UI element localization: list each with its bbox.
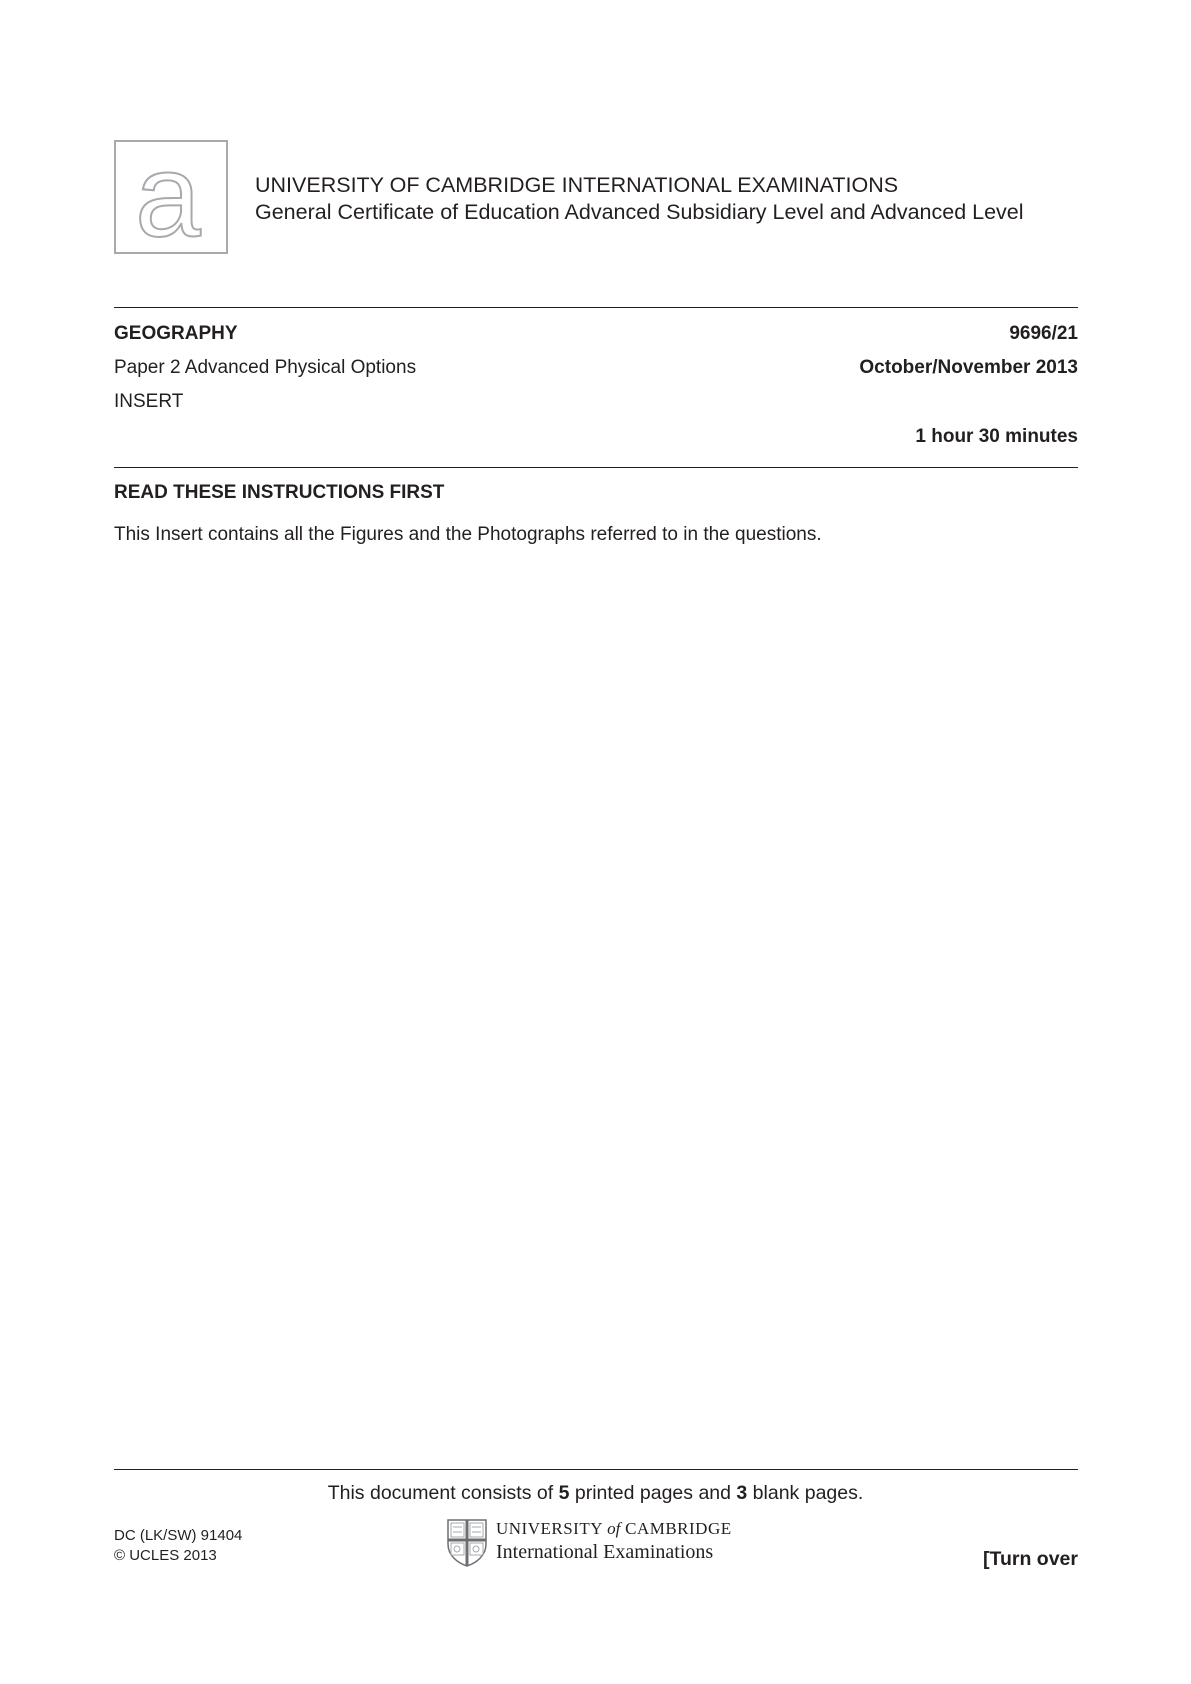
top-divider	[114, 307, 1078, 308]
logo-letter-a-icon	[116, 142, 226, 252]
cambridge-logo	[446, 1518, 746, 1570]
subject: GEOGRAPHY	[114, 323, 238, 344]
page-count-prefix: This document consists of	[327, 1482, 559, 1504]
page-count-suffix: blank pages.	[747, 1482, 864, 1504]
cambridge-logo-text	[496, 1518, 732, 1564]
qualification-line: General Certificate of Education Advanced Subsidiary Level and Advanced Level	[255, 200, 1024, 224]
printed-pages-count: 5	[558, 1482, 570, 1504]
turn-over: [Turn over	[983, 1548, 1078, 1570]
copyright: © UCLES 2013	[114, 1547, 217, 1564]
page-count-note	[0, 1480, 1191, 1506]
instructions-divider	[114, 467, 1078, 468]
exam-board-header	[255, 172, 1024, 226]
footer-divider	[114, 1469, 1078, 1470]
exam-session: October/November 2013	[859, 357, 1078, 378]
org-line: UNIVERSITY OF CAMBRIDGE INTERNATIONAL EXAMINATIONS	[255, 173, 899, 197]
cambridge-logo-of: of	[607, 1519, 621, 1538]
paper-code: 9696/21	[1009, 323, 1078, 344]
paper-type: INSERT	[114, 391, 184, 412]
cambridge-logo-university: UNIVERSITY	[496, 1519, 608, 1538]
cambridge-logo-line2: International Examinations	[496, 1541, 714, 1563]
cambridge-logo-line1	[496, 1518, 732, 1540]
dc-code: DC (LK/SW) 91404	[114, 1527, 243, 1544]
cambridge-shield-icon	[446, 1518, 488, 1568]
instructions-heading: READ THESE INSTRUCTIONS FIRST	[114, 482, 445, 503]
duration: 1 hour 30 minutes	[915, 426, 1078, 447]
logo-letter: a	[135, 142, 201, 252]
cie-logo-box	[114, 140, 228, 254]
page-count-middle: printed pages and	[569, 1482, 737, 1504]
instructions-text: This Insert contains all the Figures and the Photographs referred to in the questions.	[114, 524, 822, 545]
paper-title: Paper 2 Advanced Physical Options	[114, 357, 417, 378]
document-codes	[114, 1526, 242, 1566]
blank-pages-count: 3	[736, 1482, 748, 1504]
cambridge-logo-cambridge: CAMBRIDGE	[620, 1519, 732, 1538]
